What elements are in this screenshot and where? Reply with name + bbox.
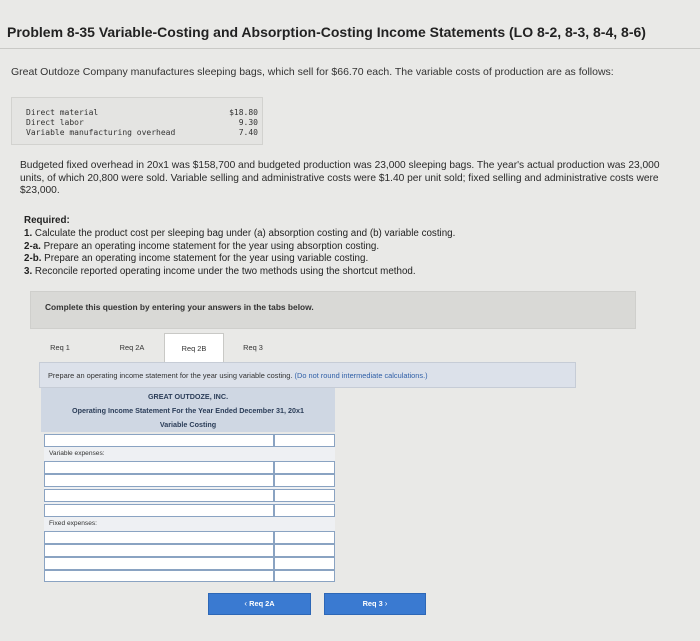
line-amount-input[interactable] (274, 544, 335, 557)
title-divider (0, 48, 700, 49)
line-label-input[interactable] (44, 544, 274, 557)
cost-amount: 7.40 (238, 128, 258, 137)
table-row (44, 570, 335, 582)
problem-title: Problem 8-35 Variable-Costing and Absorption-Costing Income Statements (LO 8-2, 8-3, 8-4, 8-6) (7, 24, 646, 40)
table-row (44, 504, 335, 517)
required-text: Calculate the product cost per sleeping bag under (a) absorption costing and (b) variable costing. (34, 227, 456, 239)
cost-row (26, 128, 258, 139)
table-row (44, 474, 335, 487)
prompt-note: (Do not round intermediate calculations.) (294, 371, 428, 380)
required-item (24, 266, 455, 279)
line-amount-input[interactable] (274, 489, 335, 502)
table-row (44, 489, 335, 502)
tab-req-1[interactable]: Req 1 (50, 343, 70, 352)
line-label-input[interactable] (44, 557, 274, 570)
instructions-text: Complete this question by entering your answers in the tabs below. (45, 302, 314, 312)
table-row (44, 544, 335, 557)
cost-amount: 9.30 (238, 118, 258, 127)
table-row (44, 461, 335, 474)
line-label-input[interactable] (44, 474, 274, 487)
line-label-input[interactable] (44, 489, 274, 502)
line-label-input[interactable] (44, 570, 274, 582)
required-item (24, 241, 455, 254)
required-text: Reconcile reported operating income under the two methods using the shortcut method. (34, 266, 416, 278)
statement-subtitle: Operating Income Statement For the Year Ended December 31, 20x1 (72, 406, 304, 415)
prev-req-button[interactable] (208, 593, 311, 615)
required-item (24, 253, 455, 266)
problem-paragraph: Budgeted fixed overhead in 20x1 was $158,700 and budgeted production was 23,000 sleeping bags. The year's actual production was 23,000 units, of which 20,800 were sold. Variable selling and administrative costs were $1.40 per unit sold; fixed selling and administrative costs were $23,000. (20, 160, 660, 197)
next-req-button[interactable] (324, 593, 426, 615)
tab-bar (38, 333, 268, 365)
line-amount-input[interactable] (274, 531, 335, 544)
required-heading: Required: (24, 215, 70, 226)
chevron-left-icon: ‹ (244, 599, 248, 608)
costing-method: Variable Costing (159, 420, 217, 429)
prev-req-label: Req 2A (249, 599, 275, 608)
required-num: 1. (24, 227, 33, 239)
table-row (44, 557, 335, 570)
next-req-label: Req 3 (362, 599, 383, 608)
line-amount-input[interactable] (274, 474, 335, 487)
line-amount-input[interactable] (274, 504, 335, 517)
required-num: 3. (24, 266, 33, 278)
income-statement-grid (44, 434, 335, 582)
line-amount-input[interactable] (274, 434, 335, 447)
required-text: Prepare an operating income statement for the year using absorption costing. (43, 240, 380, 252)
statement-header (41, 388, 335, 432)
table-row (44, 447, 335, 461)
required-num: 2-b. (24, 253, 42, 265)
cost-label: Direct material (26, 108, 99, 117)
required-text: Prepare an operating income statement for the year using variable costing. (44, 253, 369, 265)
line-label-input[interactable] (44, 504, 274, 517)
tab-req-3[interactable]: Req 3 (243, 343, 263, 352)
instructions-panel (30, 291, 636, 329)
line-label-input[interactable] (44, 434, 274, 447)
company-name: GREAT OUTDOZE, INC. (147, 392, 229, 401)
line-amount-input[interactable] (274, 557, 335, 570)
cost-label: Variable manufacturing overhead (26, 128, 176, 137)
variable-expenses-label: Variable expenses: (49, 450, 105, 457)
question-prompt (39, 362, 576, 388)
table-row (44, 517, 335, 531)
chevron-right-icon: › (384, 599, 388, 608)
line-label-input[interactable] (44, 531, 274, 544)
table-row (44, 434, 335, 447)
tab-req-2b[interactable]: Req 2B (164, 333, 224, 364)
line-amount-input[interactable] (274, 570, 335, 582)
required-section (24, 215, 455, 279)
variable-costs-table (11, 97, 263, 145)
required-item (24, 228, 455, 241)
prompt-text: Prepare an operating income statement for the year using variable costing. (48, 371, 293, 380)
required-num: 2-a. (24, 240, 41, 252)
cost-label: Direct labor (26, 118, 84, 127)
cost-amount: $18.80 (229, 108, 258, 117)
tab-req-2a[interactable]: Req 2A (119, 343, 145, 352)
intro-text: Great Outdoze Company manufactures sleeping bags, which sell for $66.70 each. The variable costs of production are as follows: (11, 66, 614, 78)
fixed-expenses-label: Fixed expenses: (49, 520, 98, 527)
line-amount-input[interactable] (274, 461, 335, 474)
line-label-input[interactable] (44, 461, 274, 474)
table-row (44, 531, 335, 544)
